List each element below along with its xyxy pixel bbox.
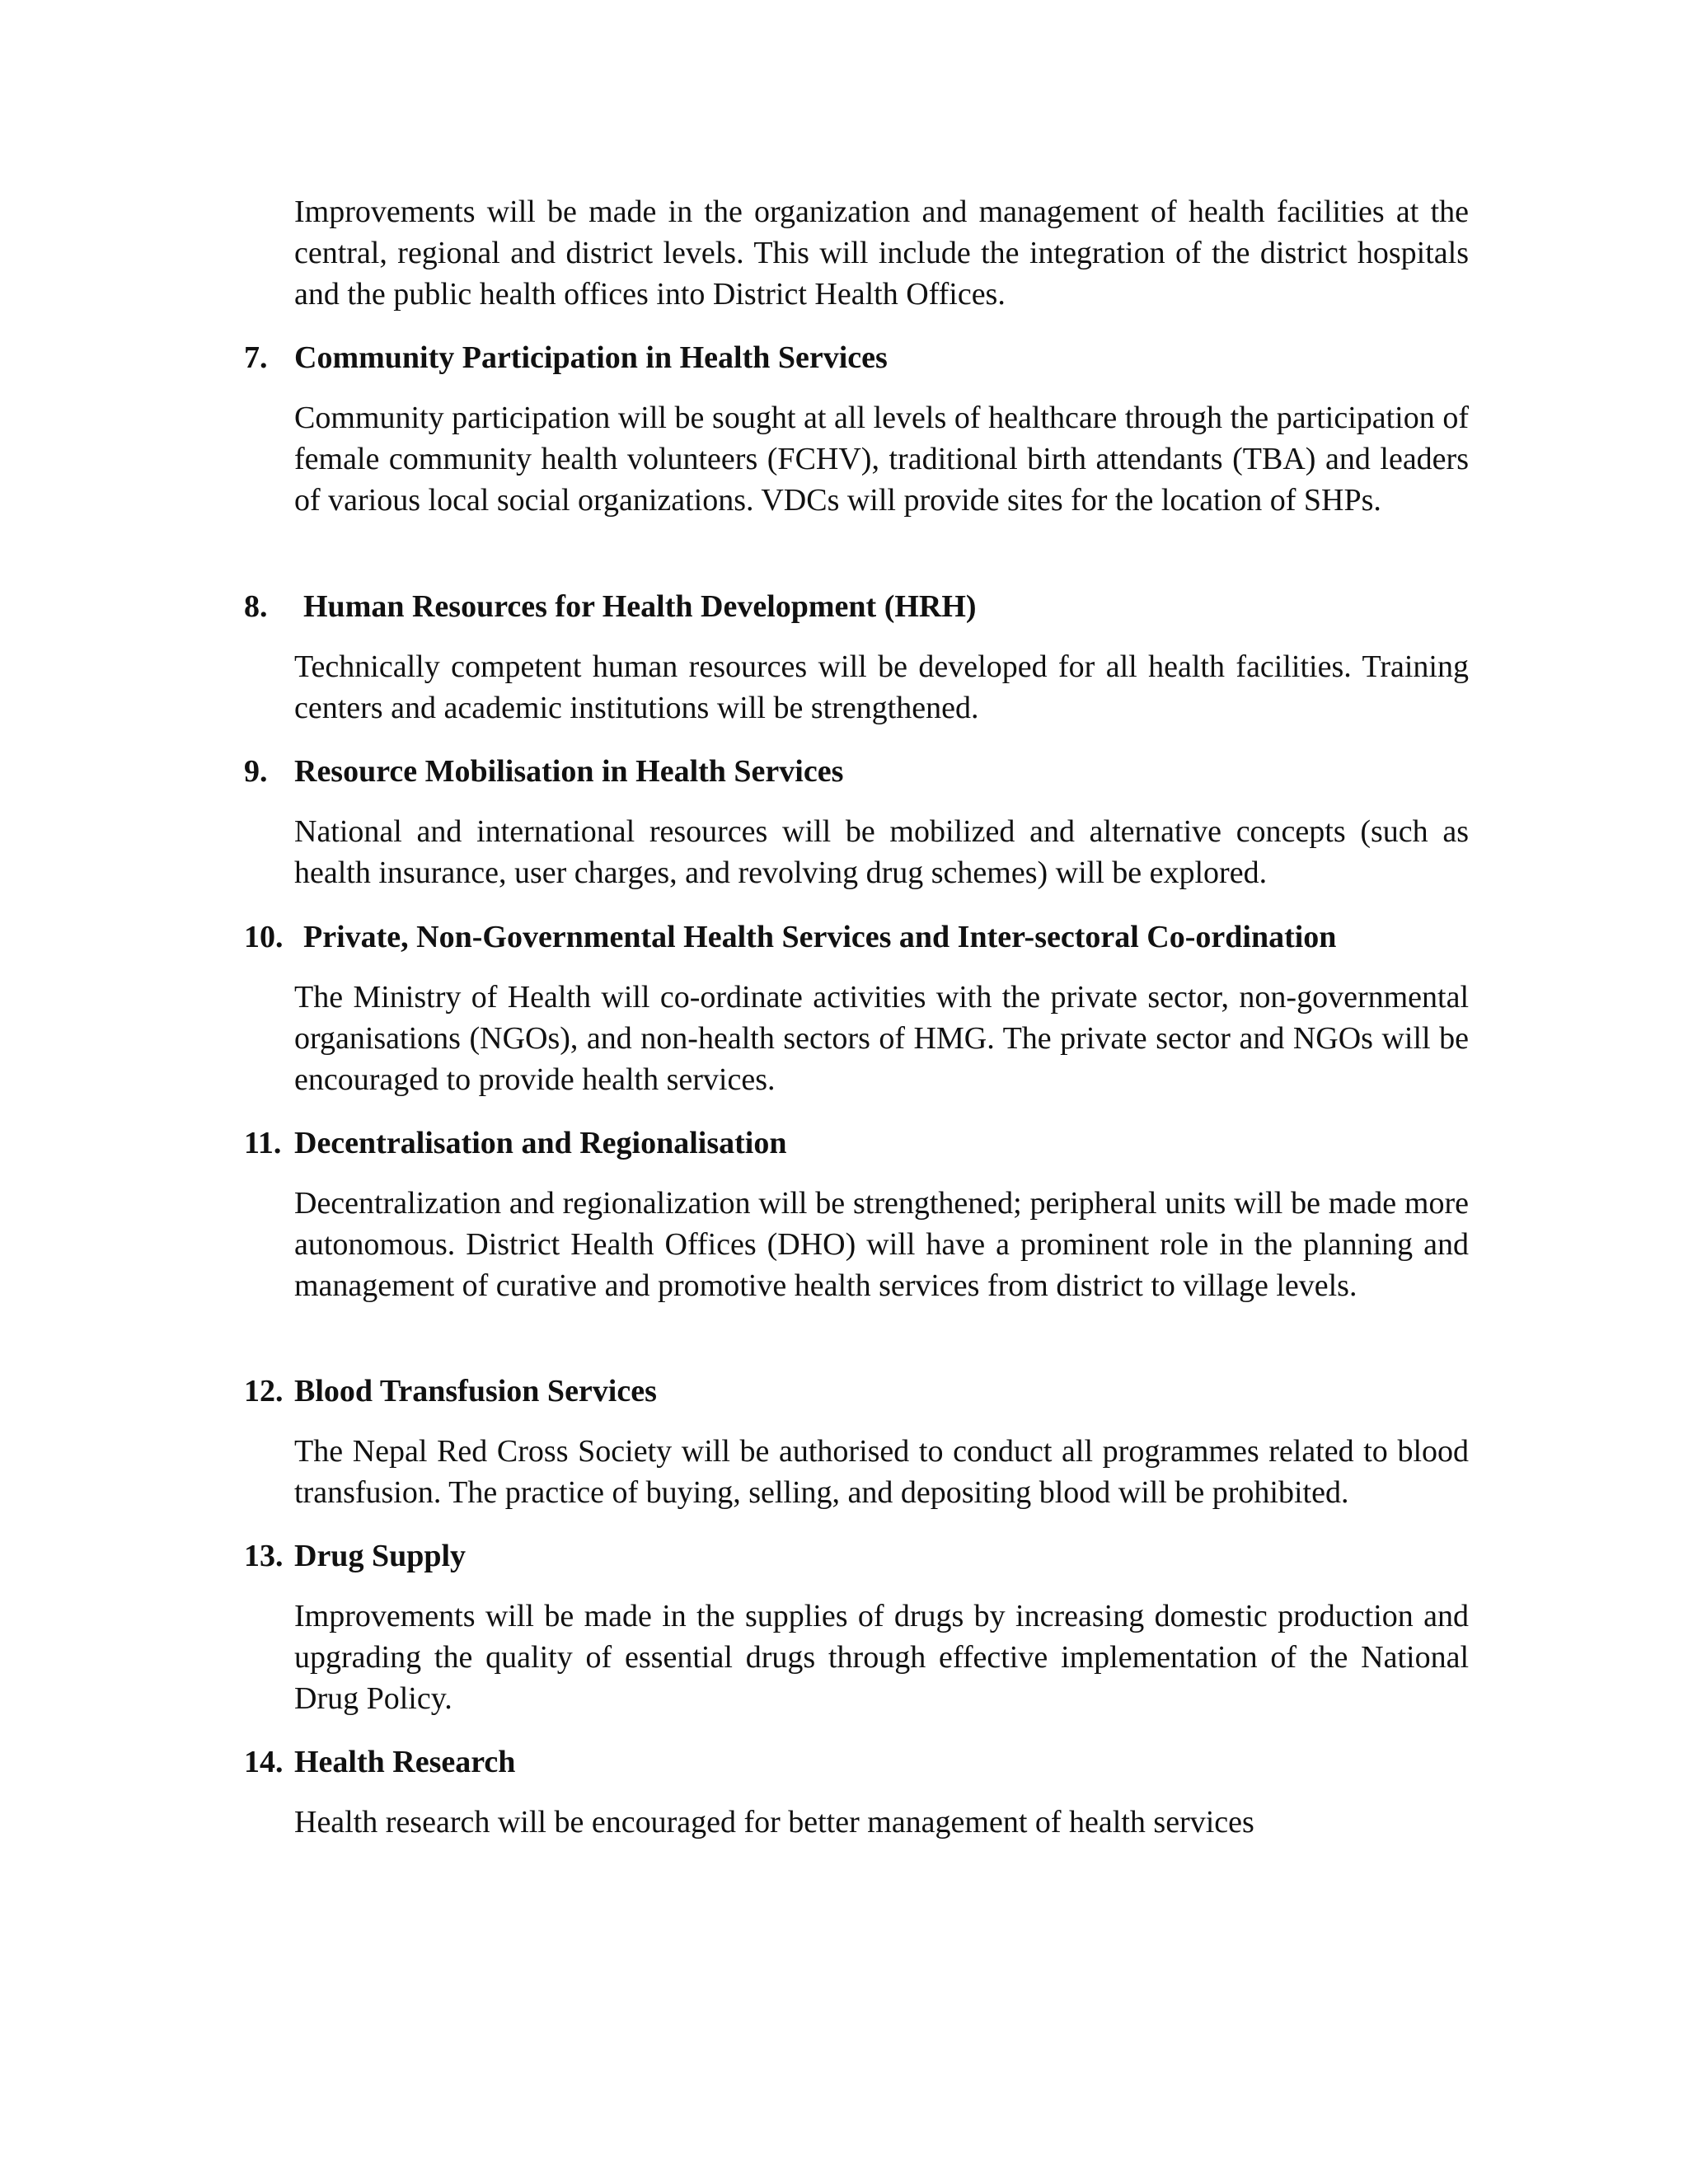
section-number: 13.: [244, 1539, 284, 1573]
section-heading: [244, 587, 1469, 626]
section-heading: [244, 1742, 1469, 1782]
section-body: The Nepal Red Cross Society will be authorised to conduct all programmes related to blood transfusion. The practice of buying, selling, and depositing blood will be prohibited.: [294, 1434, 1469, 1510]
section-title: Community Participation in Health Services: [294, 340, 888, 375]
section-body: The Ministry of Health will co-ordinate activities with the private sector, non-governmental organisations (NGOs), and non-health sectors of HMG. The private sector and NGOs will be encouraged to provide health services.: [294, 980, 1469, 1097]
section-body: Health research will be encouraged for better management of health services: [294, 1805, 1254, 1840]
section-14: [244, 1742, 1469, 1843]
section-body: National and international resources will be mobilized and alternative concepts (such as health insurance, user charges, and revolving drug schemes) will be explored.: [294, 814, 1469, 890]
section-heading: [244, 1536, 1469, 1576]
section-number: 11.: [244, 1126, 282, 1160]
section-number: 9.: [244, 754, 268, 789]
section-heading: [244, 752, 1469, 791]
section-title: Drug Supply: [294, 1539, 467, 1573]
section-11: [244, 1123, 1469, 1306]
section-9: [244, 752, 1469, 893]
section-number: 12.: [244, 1374, 284, 1408]
section-title: Health Research: [294, 1745, 516, 1779]
section-10: [244, 917, 1469, 1100]
section-title: Resource Mobilisation in Health Services: [294, 754, 844, 789]
section-title: Human Resources for Health Development (HRH): [303, 589, 977, 624]
section-number: 10.: [244, 920, 284, 954]
intro-paragraph: Improvements will be made in the organization and management of health facilities at the central, regional and district levels. This will include the integration of the district hospitals and the public health offices into District Health Offices.: [294, 194, 1469, 312]
section-7: [244, 338, 1469, 521]
section-heading: [244, 1371, 1469, 1411]
section-body: Improvements will be made in the supplies of drugs by increasing domestic production and upgrading the quality of essential drugs through effective implementation of the National Drug Policy.: [294, 1599, 1469, 1716]
section-heading: [244, 917, 1469, 957]
section-13: [244, 1536, 1469, 1719]
section-heading: [244, 338, 1469, 377]
section-title: Blood Transfusion Services: [294, 1374, 657, 1408]
section-8: [244, 587, 1469, 729]
section-number: 7.: [244, 340, 268, 375]
section-heading: [244, 1123, 1469, 1163]
section-body: Community participation will be sought at all levels of healthcare through the participation of female community health volunteers (FCHV), traditional birth attendants (TBA) and leaders of various local social organizations. VDCs will provide sites for the location of SHPs.: [294, 401, 1469, 518]
section-body: Decentralization and regionalization will be strengthened; peripheral units will be made more autonomous. District Health Offices (DHO) will have a prominent role in the planning and management of curative and promotive health services from district to village levels.: [294, 1186, 1469, 1303]
section-number: 14.: [244, 1745, 284, 1779]
section-body: Technically competent human resources will be developed for all health facilities. Training centers and academic institutions will be strengthened.: [294, 649, 1469, 725]
section-12: [244, 1371, 1469, 1513]
section-number: 8.: [244, 589, 268, 624]
section-title: Decentralisation and Regionalisation: [294, 1126, 787, 1160]
section-title: Private, Non-Governmental Health Services and Inter-sectoral Co-ordination: [303, 920, 1337, 954]
